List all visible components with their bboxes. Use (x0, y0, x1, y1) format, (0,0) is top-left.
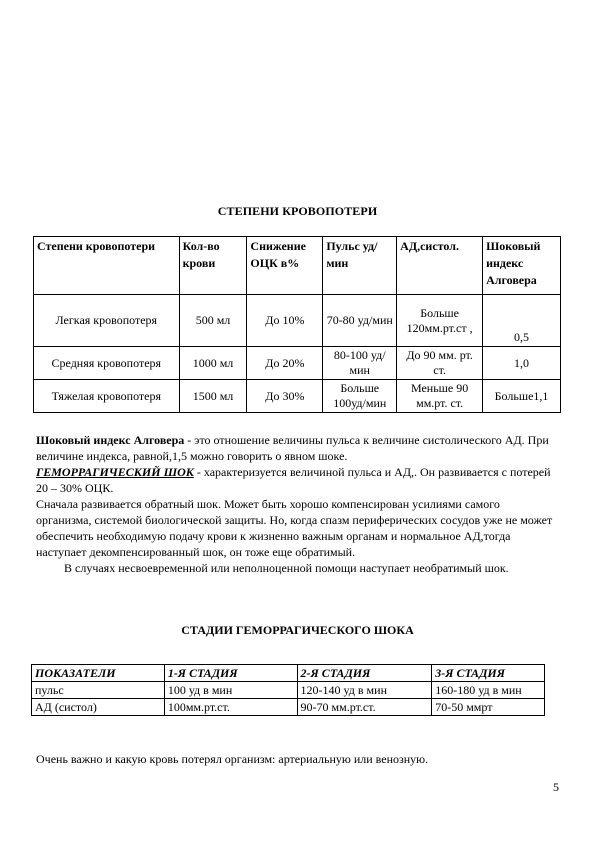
table-cell: Больше1,1 (483, 380, 561, 413)
column-header: Пульс уд/мин (323, 237, 397, 295)
shock-stages-table (31, 664, 545, 716)
column-header: 3-Я СТАДИЯ (432, 665, 545, 682)
table-cell: 0,5 (483, 295, 561, 347)
table-header-row (34, 237, 561, 295)
column-header: АД,систол. (397, 237, 483, 295)
paragraph-shock-index (36, 432, 556, 464)
table-cell: 80-100 уд/мин (323, 347, 397, 380)
table-header-row (32, 665, 545, 682)
body-text (36, 432, 556, 576)
paragraph-shock-stages: Сначала развивается обратный шок. Может быть хорошо компенсирован усилиями самого организма, системой биологической защиты. Но, когда спазм периферических сосудов уже не может обеспечить необходимую подачу крови к жизненно важным органам и нормальное АД,тогда наступает декомпенсированный шок, он тоже еще обратимый. (36, 497, 553, 559)
blood-loss-title: СТЕПЕНИ КРОВОПОТЕРИ (217, 204, 378, 218)
table-cell: Больше 120мм.рт.ст , (397, 295, 483, 347)
table-cell: Средняя кровопотеря (34, 347, 180, 380)
table-row (32, 682, 545, 699)
table-cell: 1,0 (483, 347, 561, 380)
table-row (32, 699, 545, 716)
table-cell: 90-70 мм.рт.ст. (297, 699, 432, 716)
table-cell: До 10% (247, 295, 323, 347)
table-cell: 70-80 уд/мин (323, 295, 397, 347)
column-header: 2-Я СТАДИЯ (297, 665, 432, 682)
table-cell: 70-50 ммрт (432, 699, 545, 716)
table-row (34, 295, 561, 347)
column-header: ПОКАЗАТЕЛИ (32, 665, 165, 682)
table-cell: 100мм.рт.ст. (164, 699, 297, 716)
table-cell: 120-140 уд в мин (297, 682, 432, 699)
paragraph-hemorrhagic-shock (36, 464, 556, 496)
table-cell: 160-180 уд в мин (432, 682, 545, 699)
table-cell: 1500 мл (179, 380, 247, 413)
table-cell: Больше 100уд/мин (323, 380, 397, 413)
column-header: Степени кровопотери (34, 237, 180, 295)
column-header: 1-Я СТАДИЯ (164, 665, 297, 682)
paragraph-text: - характеризуется величиной пульса и АД,. Он развивается с потерей 20 – 30% ОЦК. (36, 465, 551, 495)
term-shock-index: Шоковый индекс Алговера (36, 433, 185, 447)
table-cell: 100 уд в мин (164, 682, 297, 699)
blood-loss-table (33, 236, 561, 413)
paragraph-irreversible: В случаях несвоевременной или неполноценной помощи наступает необратимый шок. (64, 561, 509, 575)
table-row (34, 347, 561, 380)
footer-text: Очень важно и какую кровь потерял организм: артериальную или венозную. (36, 752, 429, 766)
table-cell: До 30% (247, 380, 323, 413)
column-header: Снижение ОЦК в% (247, 237, 323, 295)
paragraph-text: - это отношение величины пульса к величине систолического АД. При величине индекса, равной,1,5 можно говорить о явном шоке. (36, 433, 549, 463)
table-row (34, 380, 561, 413)
table-cell: АД (систол) (32, 699, 165, 716)
page-number: 5 (553, 780, 559, 794)
table-cell: До 20% (247, 347, 323, 380)
table-cell: пульс (32, 682, 165, 699)
table-cell: 1000 мл (179, 347, 247, 380)
table-cell: До 90 мм. рт. ст. (397, 347, 483, 380)
table-cell: Меньше 90 мм.рт. ст. (397, 380, 483, 413)
table-cell: 500 мл (179, 295, 247, 347)
term-hemorrhagic-shock: ГЕМОРРАГИЧЕСКИЙ ШОК (36, 465, 194, 479)
table-cell: Легкая кровопотеря (34, 295, 180, 347)
shock-stages-title: СТАДИИ ГЕМОРРАГИЧЕСКОГО ШОКА (181, 623, 414, 637)
table-cell: Тяжелая кровопотеря (34, 380, 180, 413)
column-header: Кол-во крови (179, 237, 247, 295)
column-header: Шоковый индекс Алговера (483, 237, 561, 295)
